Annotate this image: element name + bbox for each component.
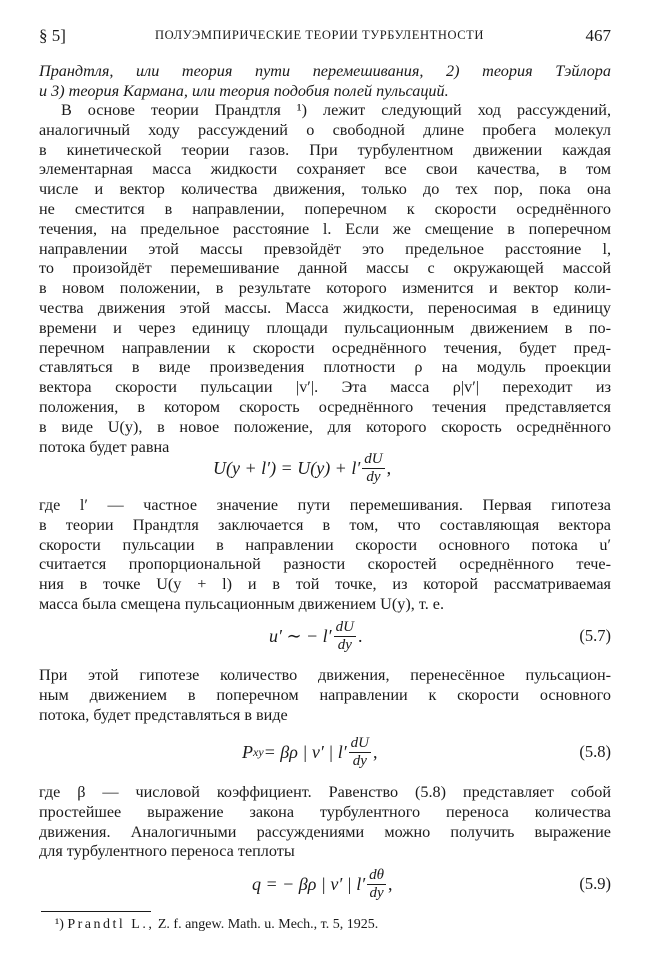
text-line: скорости пульсации в направлении скорости основного потока u′ [39,535,611,554]
text-line: потока, будет представляться в виде [39,705,288,724]
text-line: простейшее выражение закона турбулентного переноса количества [39,802,611,821]
text-line: где β — числовой коэффициент. Равенство (5.8) представляет собой [39,783,611,801]
text-line: в виде U(y), в новое положение, для которого скорость осреднённого [39,417,611,436]
derivative-fraction [367,867,386,902]
footnote-author: Prandtl L., [67,917,155,932]
equation-lhs: q = − βρ | v′ | l′ [252,873,366,894]
derivative-fraction [362,451,384,486]
footnote-marker: ¹) [55,917,64,932]
text-line: числе и вектор количества движения, только до тех пор, пока она [39,180,611,199]
text-line: времени и через единицу площади пульсационным движением в по- [39,318,611,337]
equation-5-8 [39,730,611,774]
equation-punctuation: , [388,873,393,894]
equation-mixing-length [39,446,611,490]
equation-5-7 [39,614,611,658]
equation-number: (5.9) [579,874,611,893]
text-line: элементарная масса жидкости сохраняет все свои качества, в том [39,160,611,179]
text-line: положения, в котором скорость осреднённого течения представляется [39,397,611,416]
equation-number: (5.8) [579,742,611,761]
text-line: в теории Прандтля заключается в том, что составляющая вектора [39,515,611,534]
paragraph-first-hypothesis [39,496,611,615]
text-line: для турбулентного переноса теплоты [39,842,295,861]
fraction-denominator: dy [369,884,384,901]
text-line: ным движением в поперечном направлении к скорости основного [39,685,611,704]
fraction-denominator: dy [352,752,367,769]
book-page [39,0,611,959]
page-number: 467 [585,26,611,45]
text-line: где l′ — частное значение пути перемешивания. Первая гипотеза [39,496,611,514]
intro-lines [39,62,611,102]
text-line: течения, на предельное расстояние l. Если же смещение в поперечном [39,219,611,238]
text-line: масса была смещена пульсационным движением U(y), т. е. [39,594,445,613]
text-line: потока будет равна [39,437,170,456]
text-line: то произойдёт перемешивание данной массы с окружающей массой [39,259,611,278]
equation-punctuation: . [357,625,363,646]
paragraph-momentum-transfer [39,666,611,725]
equation-number: (5.7) [579,626,611,645]
fraction-numerator: dU [350,734,370,751]
paragraph-heat-transfer [39,783,611,862]
text-line: вектора скорости пульсации |v′|. Эта масса ρ|v′| переходит из [39,378,611,397]
fraction-denominator: dy [366,468,381,485]
text-line: ставляться в виде произведения плотности ρ на модуль проекции [39,358,611,377]
equation-5-9 [39,862,611,906]
running-title: ПОЛУЭМПИРИЧЕСКИЕ ТЕОРИИ ТУРБУЛЕНТНОСТИ [155,28,485,42]
text-line: не сместится в направлении, поперечном к скорости осреднённого [39,199,611,218]
section-number: § 5] [39,26,66,45]
text-line: В основе теории Прандтля ¹) лежит следующий ход рассуждений, [61,101,611,119]
fraction-numerator: dU [364,450,383,467]
equation-lhs: U(y + l′) = U(y) + l′ [213,457,361,478]
text-line: перечном направлении к скорости осреднённого течения, будет пред- [39,338,611,357]
equation-punctuation: , [373,741,378,762]
derivative-fraction [349,735,371,770]
fraction-denominator: dy [337,636,352,653]
footnote [55,917,378,933]
text-line: направлении этой массы превзойдёт это предельное расстояние l, [39,239,611,258]
footnote-divider [41,911,151,912]
equation-punctuation: , [386,457,392,478]
text-line: аналогичный ходу рассуждений о свободной длине пробега молекул [39,120,611,139]
equation-lhs: P [242,741,253,762]
text-line: и 3) теория Кармана, или теория подобия полей пульсаций. [39,81,449,100]
text-line: считается пропорциональной разности скоростей осреднённого тече- [39,555,611,574]
fraction-numerator: dU [335,618,354,635]
fraction-numerator: dθ [369,866,385,883]
text-line: в кинетической теории газов. При турбулентном движении каждая [39,140,611,159]
footnote-citation: Z. f. angew. Math. u. Mech., т. 5, 1925. [157,917,379,932]
paragraph-prandtl-reasoning [39,101,611,457]
equation-lhs: u′ ∼ − l′ [269,625,332,646]
text-line: При этой гипотезе количество движения, перенесённое пульсацион- [39,666,611,684]
equation-subscript: xy [253,744,264,759]
text-line: в новом положении, в результате которого изменится и вектор коли- [39,279,611,298]
derivative-fraction [334,619,356,654]
equation-rhs: = βρ | v′ | l′ [263,741,347,762]
text-line: чества движения этой массы. Масса жидкости, переносимая в единицу [39,298,611,317]
text-line: Прандтля, или теория пути перемешивания, 2) теория Тэйлора [39,62,611,80]
running-header [39,26,611,48]
text-line: движения. Аналогичными рассуждениями можно получить выражение [39,822,611,841]
text-line: ния в точке U(y + l) и в той точке, из которой рассматриваемая [39,575,611,594]
